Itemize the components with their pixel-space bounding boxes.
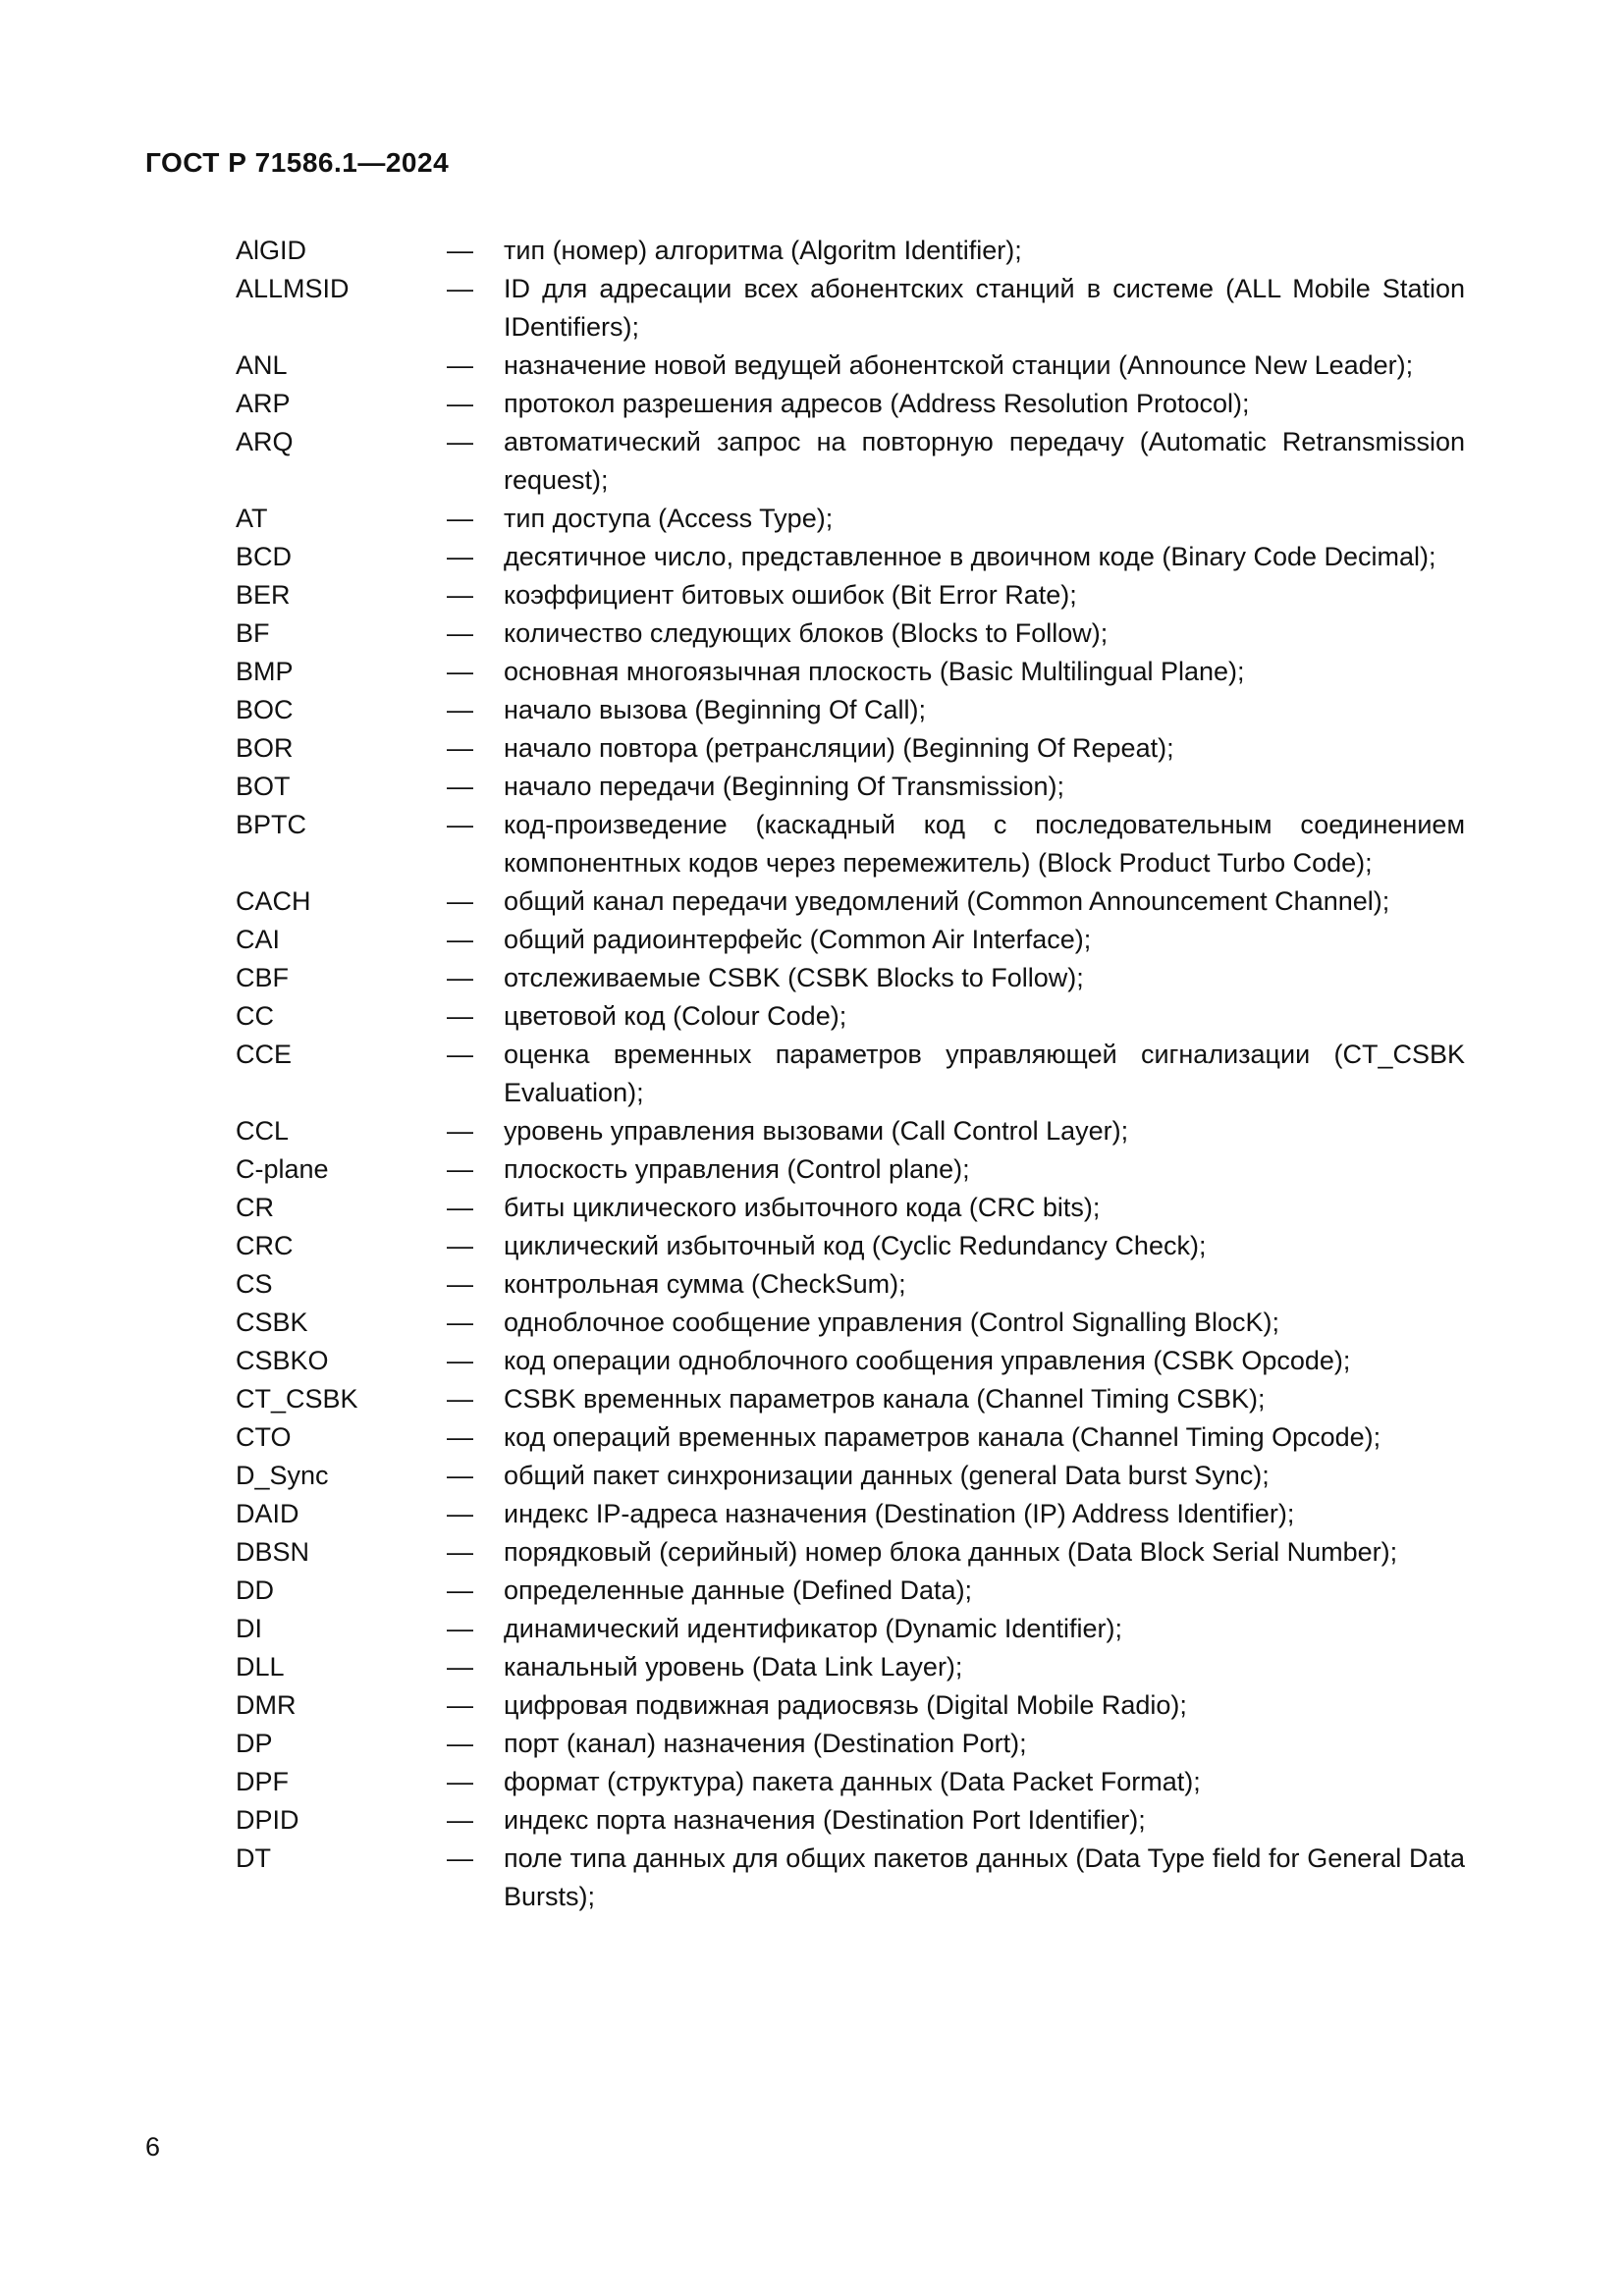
abbreviation-definition: код операций временных параметров канала (Channel Timing Opcode); [504,1422,1381,1452]
abbreviation-term: CCL [236,1116,290,1146]
dash-separator: — [447,1308,473,1337]
abbreviation-term: D_Sync [236,1461,329,1490]
abbreviation-row [236,1725,1465,1763]
abbreviation-term: CCE [236,1040,293,1069]
abbreviation-row [236,691,1465,729]
dash-separator: — [447,504,473,533]
abbreviation-row [236,385,1465,423]
dash-separator: — [447,1422,473,1452]
abbreviation-row [236,1150,1465,1189]
abbreviation-definition: основная многоязычная плоскость (Basic Multilingual Plane); [504,657,1245,686]
abbreviation-term: CRC [236,1231,294,1260]
abbreviation-definition: автоматический запрос на повторную передачу (Automatic Retransmission request); [504,427,1465,495]
dash-separator: — [447,618,473,648]
abbreviation-term: BOT [236,772,291,801]
abbreviation-row [236,232,1465,270]
abbreviation-row [236,653,1465,691]
abbreviation-row [236,347,1465,385]
abbreviation-row [236,1457,1465,1495]
abbreviation-row [236,997,1465,1036]
abbreviation-term: BOR [236,733,294,763]
abbreviation-row [236,1342,1465,1380]
abbreviation-term: CR [236,1193,274,1222]
dash-separator: — [447,1690,473,1720]
abbreviation-definition: CSBK временных параметров канала (Channel Timing CSBK); [504,1384,1266,1414]
abbreviation-term: C-plane [236,1154,329,1184]
dash-separator: — [447,1001,473,1031]
abbreviation-definition: цифровая подвижная радиосвязь (Digital Mobile Radio); [504,1690,1187,1720]
abbreviation-row [236,1418,1465,1457]
abbreviation-term: DI [236,1614,262,1643]
dash-separator: — [447,1231,473,1260]
abbreviation-term: CSBKO [236,1346,329,1375]
abbreviation-definition: тип (номер) алгоритма (Algoritm Identifier); [504,236,1022,265]
abbreviation-term: ANL [236,350,288,380]
dash-separator: — [447,733,473,763]
dash-separator: — [447,1652,473,1682]
abbreviation-row [236,1840,1465,1916]
abbreviation-term: CSBK [236,1308,308,1337]
abbreviation-definition: коэффициент битовых ошибок (Bit Error Rate); [504,580,1077,610]
abbreviation-term: DBSN [236,1537,310,1567]
abbreviation-term: BF [236,618,270,648]
abbreviation-definition: оценка временных параметров управляющей сигнализации (CT_CSBK Evaluation); [504,1040,1465,1107]
abbreviation-term: CACH [236,886,311,916]
abbreviation-term: ALLMSID [236,274,350,303]
abbreviation-row [236,1495,1465,1533]
abbreviation-definition: контрольная сумма (CheckSum); [504,1269,906,1299]
abbreviation-term: CC [236,1001,274,1031]
abbreviation-definition: отслеживаемые CSBK (CSBK Blocks to Follow); [504,963,1084,992]
page-number: 6 [145,2132,161,2162]
dash-separator: — [447,236,473,265]
dash-separator: — [447,1193,473,1222]
dash-separator: — [447,389,473,418]
abbreviation-term: DP [236,1729,273,1758]
dash-separator: — [447,542,473,571]
abbreviation-definition: поле типа данных для общих пакетов данных (Data Type field for General Data Bursts); [504,1843,1465,1911]
abbreviation-definition: определенные данные (Defined Data); [504,1575,973,1605]
abbreviation-row [236,1036,1465,1112]
abbreviation-term: ARQ [236,427,294,456]
dash-separator: — [447,1040,473,1069]
abbreviation-term: DAID [236,1499,299,1528]
abbreviation-row [236,768,1465,806]
abbreviation-row [236,1686,1465,1725]
dash-separator: — [447,1843,473,1873]
dash-separator: — [447,1384,473,1414]
abbreviation-term: CAI [236,925,281,954]
dash-separator: — [447,925,473,954]
abbreviation-term: DLL [236,1652,285,1682]
abbreviation-term: CBF [236,963,289,992]
abbreviation-row [236,1533,1465,1572]
abbreviation-definition: индекс IP-адреса назначения (Destination (IP) Address Identifier); [504,1499,1295,1528]
abbreviation-definition: биты циклического избыточного кода (CRC bits); [504,1193,1101,1222]
abbreviation-row [236,1189,1465,1227]
dash-separator: — [447,580,473,610]
abbreviation-term: CT_CSBK [236,1384,358,1414]
abbreviation-definition: ID для адресации всех абонентских станций в системе (ALL Mobile Station IDentifiers); [504,274,1465,342]
abbreviation-definition: начало вызова (Beginning Of Call); [504,695,926,724]
abbreviation-row [236,270,1465,347]
abbreviation-row [236,1265,1465,1304]
abbreviation-row [236,1801,1465,1840]
abbreviation-definition: одноблочное сообщение управления (Control Signalling BlocK); [504,1308,1279,1337]
abbreviation-definition: динамический идентификатор (Dynamic Identifier); [504,1614,1122,1643]
dash-separator: — [447,657,473,686]
abbreviation-definition: порт (канал) назначения (Destination Port); [504,1729,1027,1758]
dash-separator: — [447,963,473,992]
abbreviation-definition: общий пакет синхронизации данных (general Data burst Sync); [504,1461,1270,1490]
dash-separator: — [447,1269,473,1299]
abbreviation-row [236,882,1465,921]
abbreviation-row [236,1380,1465,1418]
dash-separator: — [447,1575,473,1605]
abbreviation-term: BMP [236,657,294,686]
abbreviation-definition: начало повтора (ретрансляции) (Beginning Of Repeat); [504,733,1174,763]
abbreviation-row [236,921,1465,959]
dash-separator: — [447,427,473,456]
abbreviation-definition: назначение новой ведущей абонентской станции (Announce New Leader); [504,350,1414,380]
abbreviation-term: DD [236,1575,274,1605]
dash-separator: — [447,1767,473,1796]
abbreviation-term: DPF [236,1767,289,1796]
dash-separator: — [447,1116,473,1146]
abbreviation-definition: цветовой код (Colour Code); [504,1001,847,1031]
abbreviation-row [236,1227,1465,1265]
abbreviation-term: CS [236,1269,273,1299]
dash-separator: — [447,1461,473,1490]
abbreviation-definition: начало передачи (Beginning Of Transmission); [504,772,1065,801]
abbreviation-row [236,959,1465,997]
abbreviation-term: BER [236,580,291,610]
dash-separator: — [447,886,473,916]
abbreviation-definition: код операции одноблочного сообщения управления (CSBK Opcode); [504,1346,1351,1375]
abbreviation-row [236,500,1465,538]
abbreviation-definition: общий канал передачи уведомлений (Common Announcement Channel); [504,886,1390,916]
abbreviation-definition: формат (структура) пакета данных (Data Packet Format); [504,1767,1201,1796]
abbreviation-definition: десятичное число, представленное в двоичном коде (Binary Code Decimal); [504,542,1436,571]
abbreviation-term: BCD [236,542,293,571]
abbreviation-row [236,806,1465,882]
abbreviation-term: AlGID [236,236,307,265]
dash-separator: — [447,274,473,303]
dash-separator: — [447,1614,473,1643]
abbreviation-definition: канальный уровень (Data Link Layer); [504,1652,963,1682]
dash-separator: — [447,772,473,801]
abbreviation-row [236,1763,1465,1801]
dash-separator: — [447,350,473,380]
abbreviation-term: CTO [236,1422,292,1452]
abbreviation-row [236,1112,1465,1150]
abbreviation-row [236,614,1465,653]
abbreviation-definition: общий радиоинтерфейс (Common Air Interface); [504,925,1092,954]
dash-separator: — [447,1346,473,1375]
document-title-header: ГОСТ Р 71586.1—2024 [145,147,450,178]
abbreviation-term: DT [236,1843,271,1873]
abbreviation-row [236,1572,1465,1610]
abbreviation-term: BPTC [236,810,307,839]
abbreviation-definition: циклический избыточный код (Cyclic Redundancy Check); [504,1231,1207,1260]
dash-separator: — [447,810,473,839]
dash-separator: — [447,1805,473,1835]
abbreviation-definition: протокол разрешения адресов (Address Resolution Protocol); [504,389,1250,418]
dash-separator: — [447,1154,473,1184]
abbreviation-row [236,729,1465,768]
abbreviation-definition: код-произведение (каскадный код с последовательным соединением компонентных кодов через перемежитель) (Block Product Turbo Code); [504,810,1465,878]
abbreviations-list [236,232,1465,1916]
abbreviation-term: DPID [236,1805,299,1835]
abbreviation-row [236,576,1465,614]
dash-separator: — [447,1499,473,1528]
abbreviation-term: DMR [236,1690,297,1720]
abbreviation-definition: плоскость управления (Control plane); [504,1154,970,1184]
abbreviation-row [236,538,1465,576]
abbreviation-row [236,1610,1465,1648]
abbreviation-term: ARP [236,389,291,418]
abbreviation-definition: индекс порта назначения (Destination Port Identifier); [504,1805,1146,1835]
abbreviation-term: AT [236,504,268,533]
abbreviation-definition: порядковый (серийный) номер блока данных (Data Block Serial Number); [504,1537,1398,1567]
abbreviation-definition: тип доступа (Access Type); [504,504,834,533]
abbreviation-definition: уровень управления вызовами (Call Control Layer); [504,1116,1129,1146]
abbreviation-row [236,1648,1465,1686]
abbreviation-row [236,1304,1465,1342]
abbreviation-term: BOC [236,695,294,724]
dash-separator: — [447,695,473,724]
dash-separator: — [447,1537,473,1567]
dash-separator: — [447,1729,473,1758]
abbreviation-row [236,423,1465,500]
abbreviation-definition: количество следующих блоков (Blocks to Follow); [504,618,1109,648]
